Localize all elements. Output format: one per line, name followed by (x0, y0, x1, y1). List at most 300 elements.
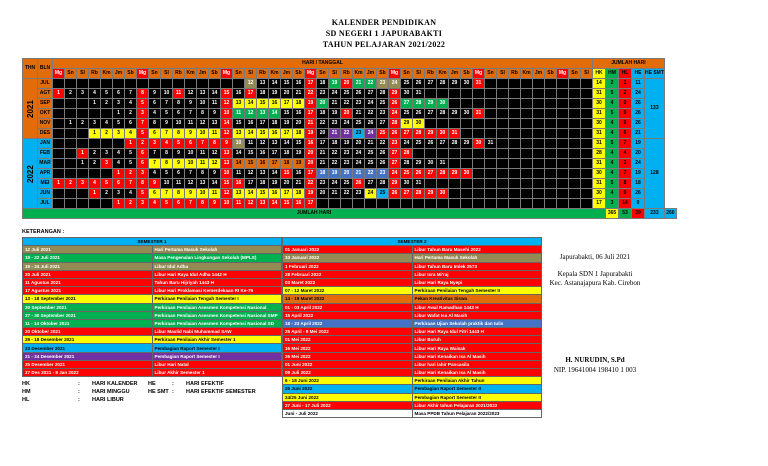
date-cell: 29 (389, 179, 401, 189)
date-cell: 23 (353, 189, 365, 199)
event-row (23, 369, 282, 377)
date-cell: 12 (257, 139, 269, 149)
date-cell (533, 159, 545, 169)
event-description: Libur Hari Raya Idul Fitri 1443 H (412, 328, 542, 336)
date-cell (53, 99, 65, 109)
date-cell: 16 (257, 149, 269, 159)
date-cell: 5 (125, 149, 137, 159)
date-cell: 6 (149, 129, 161, 139)
event-description: Pembagian Raport Semester II (412, 393, 542, 401)
date-cell: 31 (449, 129, 461, 139)
date-cell (413, 199, 425, 209)
date-cell: 11 (233, 169, 245, 179)
date-cell: 16 (293, 109, 305, 119)
date-cell (569, 99, 581, 109)
date-cell: 26 (389, 129, 401, 139)
date-cell: 4 (149, 109, 161, 119)
semester-2-events (282, 237, 542, 418)
date-cell (473, 89, 485, 99)
legend-text: HARI LIBUR (92, 397, 124, 403)
day-header: Km (521, 69, 533, 79)
date-cell (581, 109, 593, 119)
date-cell: 8 (197, 169, 209, 179)
event-date: 15 April 2022 (283, 311, 413, 319)
date-cell (533, 199, 545, 209)
month-sum-cell: 24 (632, 89, 645, 99)
date-cell (449, 89, 461, 99)
date-cell (497, 119, 509, 129)
event-row (283, 393, 542, 401)
date-cell: 1 (65, 119, 77, 129)
date-cell: 29 (449, 109, 461, 119)
date-cell: 22 (377, 139, 389, 149)
date-cell (533, 179, 545, 189)
date-cell (65, 169, 77, 179)
date-cell: 20 (341, 169, 353, 179)
date-cell: 24 (389, 79, 401, 89)
month-sum-cell: 19 (632, 169, 645, 179)
event-row (23, 295, 282, 303)
hari-tanggal-header: HARI / TANGGAL (53, 59, 593, 69)
date-cell (497, 169, 509, 179)
date-cell: 13 (221, 149, 233, 159)
event-description: Libur hari lahir Pancasila (412, 360, 542, 368)
date-cell: 11 (197, 159, 209, 169)
sum-col-header: HM (606, 69, 619, 79)
date-cell (473, 99, 485, 109)
date-cell (533, 79, 545, 89)
date-cell (365, 199, 377, 209)
date-cell (89, 109, 101, 119)
date-cell: 5 (161, 199, 173, 209)
date-cell: 29 (449, 79, 461, 89)
date-cell (545, 159, 557, 169)
date-cell: 28 (401, 159, 413, 169)
month-sum-cell: 0 (619, 99, 632, 109)
date-cell: 7 (161, 189, 173, 199)
month-sum-cell: 1 (619, 79, 632, 89)
total-value: 233 (645, 209, 665, 219)
date-cell: 1 (53, 179, 65, 189)
date-cell: 22 (329, 159, 341, 169)
date-cell: 10 (197, 129, 209, 139)
event-date: 19 - 22 Juli 2021 (23, 254, 153, 262)
date-cell: 7 (185, 199, 197, 209)
date-cell: 25 (365, 159, 377, 169)
date-cell (473, 199, 485, 209)
date-cell (497, 179, 509, 189)
event-row (23, 319, 282, 327)
date-cell: 31 (413, 179, 425, 189)
date-cell: 2 (65, 179, 77, 189)
day-header: Sb (125, 69, 137, 79)
date-cell: 15 (281, 79, 293, 89)
date-cell: 17 (305, 199, 317, 209)
date-cell: 8 (173, 189, 185, 199)
date-cell (533, 129, 545, 139)
date-cell (509, 199, 521, 209)
event-row (23, 360, 282, 368)
date-cell: 3 (77, 89, 89, 99)
month-sum-cell: 31 (593, 179, 606, 189)
month-name: MEI (38, 179, 53, 189)
event-date: 6 - 18 Juni 2022 (283, 377, 413, 385)
date-cell (53, 79, 65, 89)
sum-col-header: HE SMT (645, 69, 665, 79)
date-cell (53, 129, 65, 139)
date-cell (425, 199, 437, 209)
day-header: Mg (473, 69, 485, 79)
date-cell: 14 (209, 179, 221, 189)
date-cell: 19 (305, 189, 317, 199)
day-header: Sl (245, 69, 257, 79)
date-cell: 20 (317, 189, 329, 199)
date-cell: 31 (413, 89, 425, 99)
date-cell (65, 99, 77, 109)
date-cell: 9 (173, 149, 185, 159)
date-cell (581, 119, 593, 129)
month-sum-cell: 3 (619, 159, 632, 169)
legend-text: HARI EFEKTIF SEMESTER (186, 389, 256, 395)
month-name: SEP (38, 99, 53, 109)
date-cell: 30 (437, 189, 449, 199)
event-description: Hari Pertama Masuk Sekolah (152, 246, 282, 254)
event-description: Perkiraan Ujian Sekolah praktik dan tulis (412, 319, 542, 327)
date-cell: 10 (221, 199, 233, 209)
event-date: 11 - 14 Oktober 2021 (23, 319, 153, 327)
event-date: 23 Desember 2021 (23, 344, 153, 352)
date-cell: 1 (113, 199, 125, 209)
month-sum-cell: 4 (606, 169, 619, 179)
date-cell (425, 149, 437, 159)
event-row (23, 254, 282, 262)
date-cell: 12 (197, 119, 209, 129)
date-cell: 20 (341, 109, 353, 119)
date-cell (533, 109, 545, 119)
event-date: 1 Februari 2022 (283, 262, 413, 270)
date-cell: 25 (401, 79, 413, 89)
date-cell (581, 149, 593, 159)
date-cell: 17 (269, 149, 281, 159)
date-cell: 7 (125, 89, 137, 99)
month-sum-cell: 31 (593, 109, 606, 119)
date-cell: 30 (437, 99, 449, 109)
event-date: 20 Oktober 2021 (23, 328, 153, 336)
date-cell (545, 149, 557, 159)
event-date: 01 - 03 April 2022 (283, 303, 413, 311)
date-cell: 30 (461, 79, 473, 89)
date-cell (557, 179, 569, 189)
date-cell: 16 (269, 189, 281, 199)
event-description: Libur Hari Kenaikan Isa Al Masih (412, 352, 542, 360)
date-cell (581, 139, 593, 149)
date-cell: 2 (89, 159, 101, 169)
date-cell (509, 139, 521, 149)
date-cell: 17 (257, 119, 269, 129)
event-date: 25 Juni 2022 (283, 385, 413, 393)
date-cell: 9 (149, 89, 161, 99)
date-cell (497, 99, 509, 109)
event-description: Perkiraan Penilaian Asesmen Kompetensi Nasional SMP (152, 311, 282, 319)
date-cell (53, 199, 65, 209)
event-row (23, 287, 282, 295)
date-cell: 23 (341, 149, 353, 159)
date-cell: 14 (269, 79, 281, 89)
date-cell (497, 129, 509, 139)
date-cell (485, 119, 497, 129)
date-cell: 15 (281, 169, 293, 179)
event-row (283, 287, 542, 295)
date-cell: 19 (329, 79, 341, 89)
date-cell (521, 109, 533, 119)
date-cell: 30 (473, 139, 485, 149)
date-cell: 17 (305, 169, 317, 179)
month-sum-cell: 31 (593, 89, 606, 99)
date-cell: 22 (365, 169, 377, 179)
date-cell: 12 (209, 159, 221, 169)
date-cell (65, 189, 77, 199)
date-cell: 5 (137, 99, 149, 109)
event-row (23, 336, 282, 344)
day-header: Km (269, 69, 281, 79)
month-sum-cell: 30 (593, 119, 606, 129)
date-cell: 7 (125, 179, 137, 189)
date-cell (557, 149, 569, 159)
event-date: 10 Januari 2022 (283, 254, 413, 262)
date-cell: 17 (245, 89, 257, 99)
date-cell: 24 (341, 119, 353, 129)
date-cell: 9 (209, 169, 221, 179)
total-value: 260 (664, 209, 676, 219)
date-cell (521, 189, 533, 199)
date-cell: 3 (113, 189, 125, 199)
date-cell (521, 99, 533, 109)
date-cell: 23 (353, 99, 365, 109)
day-header: Sl (581, 69, 593, 79)
date-cell: 23 (353, 129, 365, 139)
date-cell: 12 (221, 129, 233, 139)
date-cell: 28 (437, 169, 449, 179)
date-cell: 21 (329, 189, 341, 199)
date-cell: 18 (293, 99, 305, 109)
date-cell (557, 169, 569, 179)
date-cell: 3 (137, 199, 149, 209)
day-header: Mg (557, 69, 569, 79)
date-cell: 21 (353, 79, 365, 89)
date-cell: 5 (161, 109, 173, 119)
date-cell (581, 169, 593, 179)
date-cell: 9 (185, 129, 197, 139)
thn-header: THN (23, 59, 38, 79)
date-cell: 14 (269, 109, 281, 119)
date-cell: 19 (305, 129, 317, 139)
event-description: Pembagian Raport Semester II (412, 385, 542, 393)
month-sum-cell: 2 (619, 89, 632, 99)
legend-text: HE (148, 381, 156, 387)
date-cell: 8 (137, 89, 149, 99)
date-cell (485, 129, 497, 139)
date-cell: 5 (101, 89, 113, 99)
date-cell (497, 189, 509, 199)
date-cell: 15 (281, 199, 293, 209)
date-cell: 21 (293, 89, 305, 99)
date-cell: 13 (197, 89, 209, 99)
date-cell: 4 (149, 199, 161, 209)
date-cell (221, 79, 233, 89)
date-cell: 12 (209, 149, 221, 159)
date-cell: 27 (437, 139, 449, 149)
day-header: Sl (77, 69, 89, 79)
date-cell: 30 (437, 129, 449, 139)
date-cell (485, 159, 497, 169)
day-header: Jm (449, 69, 461, 79)
date-cell: 25 (365, 149, 377, 159)
date-cell: 1 (113, 169, 125, 179)
date-cell (521, 159, 533, 169)
date-cell (509, 109, 521, 119)
date-cell: 19 (329, 169, 341, 179)
event-row (283, 336, 542, 344)
event-description: Pekan Kreativitas Siswa (412, 295, 542, 303)
date-cell: 20 (305, 159, 317, 169)
month-sum-cell: 2 (606, 79, 619, 89)
date-cell (65, 139, 77, 149)
date-cell (533, 119, 545, 129)
event-date: 27 Des 2021 - 8 Jan 2022 (23, 369, 153, 377)
date-cell: 11 (245, 139, 257, 149)
month-row (23, 89, 677, 99)
legend-text: : (78, 381, 80, 387)
date-cell (557, 139, 569, 149)
event-description: Libur Hari Raya Nyepi (412, 278, 542, 286)
date-cell (533, 189, 545, 199)
event-date: 19 - 24 Juli 2021 (23, 262, 153, 270)
event-description: Masa Pengenalan Lingkungan Sekolah (MPLS) (152, 254, 282, 262)
date-cell (485, 79, 497, 89)
day-header: Sn (149, 69, 161, 79)
event-row (283, 377, 542, 385)
event-row (23, 246, 282, 254)
date-cell (557, 129, 569, 139)
date-cell: 1 (53, 89, 65, 99)
date-cell (569, 179, 581, 189)
date-cell: 28 (377, 179, 389, 189)
date-cell: 11 (209, 99, 221, 109)
date-cell: 10 (173, 119, 185, 129)
date-cell: 5 (101, 179, 113, 189)
date-cell: 4 (125, 129, 137, 139)
legend-text: HARI EFEKTIF (186, 381, 224, 387)
date-cell: 24 (365, 99, 377, 109)
date-cell (509, 159, 521, 169)
date-cell: 6 (173, 199, 185, 209)
year-cell: 2022 (23, 139, 38, 209)
month-sum-cell: 18 (632, 179, 645, 189)
date-cell (461, 179, 473, 189)
event-date: 03 Maret 2022 (283, 278, 413, 286)
total-value: 39 (632, 209, 645, 219)
event-description: Libur Awal Ramadhan 1443 H (412, 303, 542, 311)
date-cell (497, 149, 509, 159)
date-cell: 27 (389, 159, 401, 169)
date-cell: 12 (221, 99, 233, 109)
date-cell: 13 (257, 199, 269, 209)
date-cell (425, 89, 437, 99)
event-description: Libur Hari Proklamasi Kemerdekaan RI Ke-76 (152, 287, 282, 295)
date-cell: 26 (389, 99, 401, 109)
date-cell (485, 169, 497, 179)
date-cell (449, 159, 461, 169)
place-date: Japurabakti, 06 Juli 2021 (559, 253, 631, 261)
date-cell (89, 169, 101, 179)
event-date: 26 Mei 2022 (283, 352, 413, 360)
date-cell: 2 (125, 109, 137, 119)
date-cell (485, 149, 497, 159)
month-name: JUN (38, 189, 53, 199)
date-cell: 2 (65, 89, 77, 99)
date-cell: 19 (341, 139, 353, 149)
date-cell: 24 (353, 149, 365, 159)
month-sum-cell: 26 (632, 119, 645, 129)
date-cell (557, 119, 569, 129)
date-cell (533, 139, 545, 149)
date-cell: 26 (377, 149, 389, 159)
date-cell: 20 (281, 89, 293, 99)
date-cell: 22 (305, 89, 317, 99)
month-sum-cell: 31 (593, 129, 606, 139)
date-cell: 14 (233, 149, 245, 159)
month-sum-cell: 0 (619, 119, 632, 129)
date-cell (521, 199, 533, 209)
date-cell (65, 149, 77, 159)
date-cell: 8 (173, 129, 185, 139)
date-cell (569, 139, 581, 149)
day-header: Mg (221, 69, 233, 79)
date-cell: 16 (293, 169, 305, 179)
day-header: Rb (341, 69, 353, 79)
date-cell: 7 (185, 109, 197, 119)
total-value: 53 (619, 209, 632, 219)
day-header: Sb (293, 69, 305, 79)
date-cell (533, 169, 545, 179)
he-smt-cell: 128 (645, 139, 665, 209)
date-cell (569, 159, 581, 169)
date-cell: 4 (101, 119, 113, 129)
date-cell (497, 89, 509, 99)
date-cell: 14 (245, 189, 257, 199)
date-cell: 13 (233, 129, 245, 139)
date-cell (53, 139, 65, 149)
date-cell: 21 (317, 159, 329, 169)
date-cell (521, 139, 533, 149)
event-row (23, 344, 282, 352)
date-cell: 18 (269, 119, 281, 129)
event-row (283, 295, 542, 303)
date-cell: 15 (221, 179, 233, 189)
date-cell: 12 (185, 179, 197, 189)
month-name: OKT (38, 109, 53, 119)
date-cell: 8 (161, 149, 173, 159)
month-row (23, 189, 677, 199)
date-cell (533, 99, 545, 109)
month-name: FEB (38, 149, 53, 159)
date-cell: 2 (101, 129, 113, 139)
event-description: Perkiraan Penilaian Akhir Tahun (412, 377, 542, 385)
date-cell (545, 119, 557, 129)
date-cell (89, 79, 101, 89)
date-cell (77, 139, 89, 149)
date-cell: 18 (317, 79, 329, 89)
